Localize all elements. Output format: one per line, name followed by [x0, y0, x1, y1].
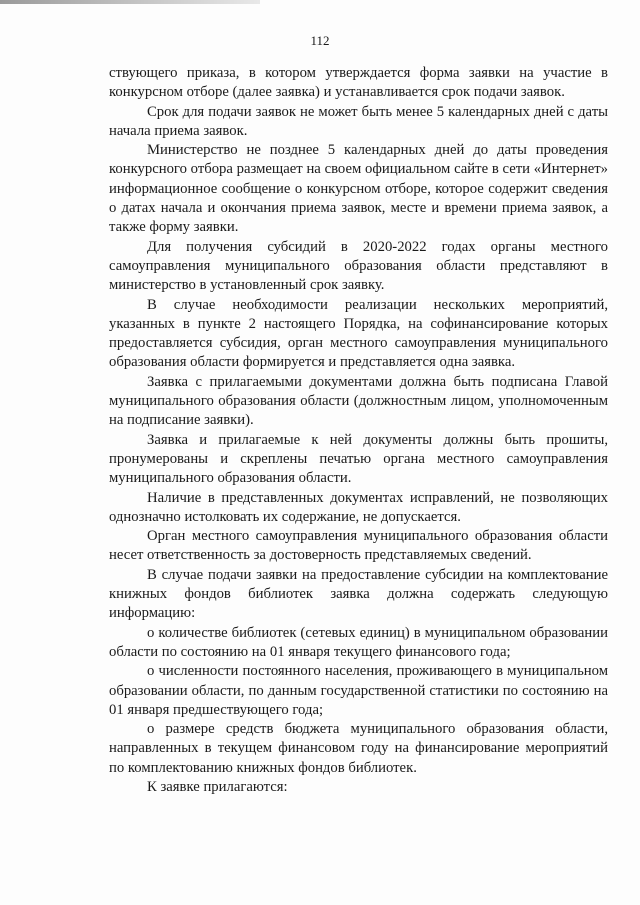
paragraph-4: Для получения субсидий в 2020-2022 годах органы местного самоуправления муниципального образования области представляют в министерство в установленный срок заявку. — [109, 238, 608, 294]
paragraph-13: о размере средств бюджета муниципального образования области, направленных в текущем финансовом году на финансирование мероприятий по комплектованию книжных фондов библиотек. — [109, 721, 608, 776]
scan-edge-mark — [0, 0, 260, 4]
paragraph-3: Министерство не позднее 5 календарных дней до даты проведения конкурсного отбора размещает на своем официальном сайте в сети «Интернет» информационное сообщение о конкурсном отборе, которое содержит сведения о датах начала и окончания приема заявок, месте и времени приема заявок, а также форму заявки. — [109, 142, 608, 236]
paragraph-14: К заявке прилагаются: — [147, 778, 288, 795]
paragraph-2: Срок для подачи заявок не может быть менее 5 календарных дней с даты начала приема заявок. — [109, 103, 608, 139]
paragraph-5: В случае необходимости реализации нескольких мероприятий, указанных в пункте 2 настоящего Порядка, на софинансирование которых предоставляется субсидия, орган местного самоуправления муниципального образования области формируется и представляется одна заявка. — [109, 296, 608, 371]
paragraph-1: ствующего приказа, в котором утверждается форма заявки на участие в конкурсном отборе (далее заявка) и устанавливается срок подачи заявок. — [109, 65, 608, 101]
document-body — [109, 64, 608, 797]
paragraph-12: о численности постоянного населения, проживающего в муниципальном образовании области, по данным государственной статистики по состоянию на 01 января предшествующего года; — [109, 663, 608, 718]
paragraph-9: Орган местного самоуправления муниципального образования области несет ответственность за достоверность представляемых сведений. — [109, 528, 608, 564]
paragraph-11: о количестве библиотек (сетевых единиц) в муниципальном образовании области по состоянию на 01 января текущего финансового года; — [109, 624, 608, 660]
page-number: 112 — [310, 33, 330, 48]
paragraph-6: Заявка с прилагаемыми документами должна быть подписана Главой муниципального образования области (должностным лицом, уполномоченным на подписание заявки). — [109, 373, 608, 429]
paragraph-10: В случае подачи заявки на предоставление субсидии на комплектование книжных фондов библиотек заявка должна содержать следующую информацию: — [109, 566, 608, 622]
paragraph-8: Наличие в представленных документах исправлений, не позволяющих однозначно истолковать их содержание, не допускается. — [109, 489, 608, 525]
paragraph-7: Заявка и прилагаемые к ней документы должны быть прошиты, пронумерованы и скреплены печатью органа местного самоуправления муниципального образования области. — [109, 431, 608, 487]
